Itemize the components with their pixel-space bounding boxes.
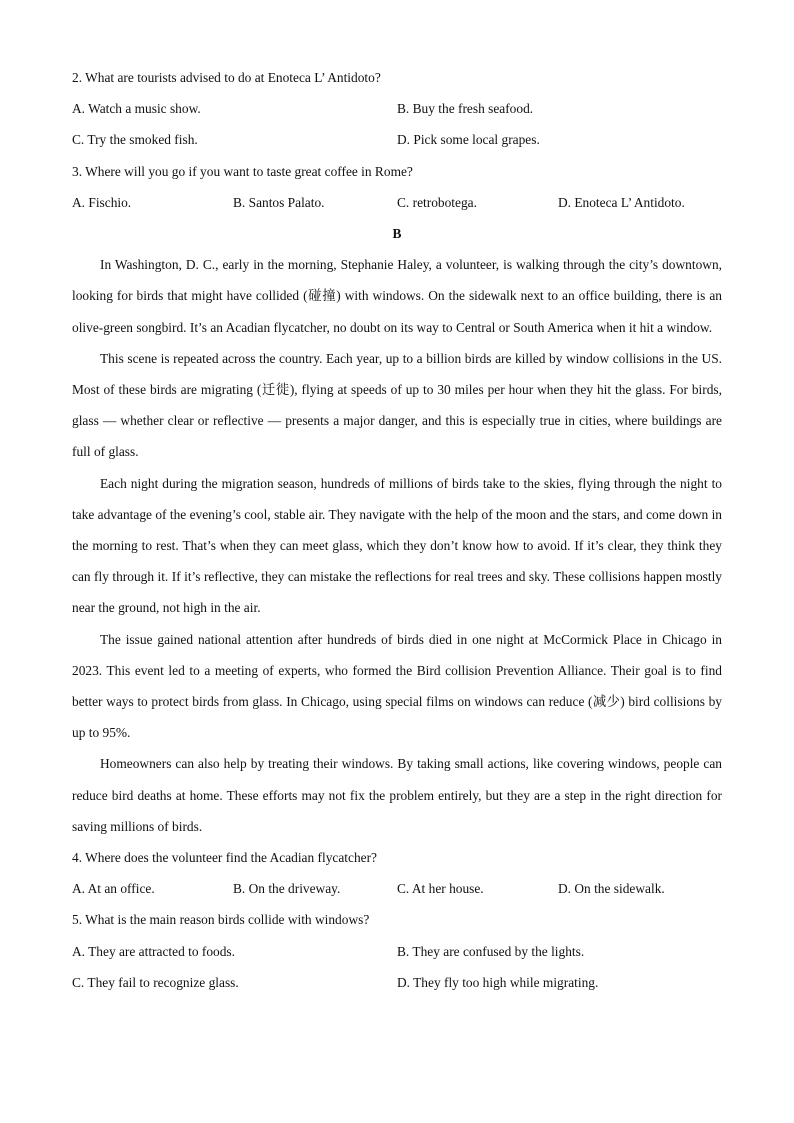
question-4-options [72,873,722,904]
option-3d: D. Enoteca L’ Antidoto. [558,194,685,210]
option-5c: C. They fail to recognize glass. [72,974,239,990]
passage-paragraph-1: In Washington, D. C., early in the morning, Stephanie Haley, a volunteer, is walking through the city’s downtown, looking for birds that might have collided (碰撞) with windows. On the sidewalk next to an office building, there is an olive-green songbird. It’s an Acadian flycatcher, no doubt on its way to Central or South America when it hit a window. [72,257,722,335]
option-2a: A. Watch a music show. [72,101,201,117]
option-5a: A. They are attracted to foods. [72,943,235,959]
option-3b: B. Santos Palato. [233,194,325,210]
section-label: B [392,225,402,241]
question-3-stem: 3. Where will you go if you want to taste great coffee in Rome? [72,163,413,179]
passage-paragraph-4: The issue gained national attention after hundreds of birds died in one night at McCormick Place in Chicago in 2023. This event led to a meeting of experts, who formed the Bird collision Prevention Alliance. Their goal is to find better ways to protect birds from glass. In Chicago, using special films on windows can reduce (减少) bird collisions by up to 95%. [72,631,722,741]
question-3-options [72,187,722,218]
question-5-options-row-1 [72,936,722,967]
question-4-stem: 4. Where does the volunteer find the Acadian flycatcher? [72,849,378,865]
option-4a: A. At an office. [72,881,155,897]
option-5b: B. They are confused by the lights. [397,943,585,959]
question-5-stem: 5. What is the main reason birds collide with windows? [72,912,370,928]
option-2b: B. Buy the fresh seafood. [397,101,534,117]
option-2c: C. Try the smoked fish. [72,132,198,148]
passage-paragraph-3: Each night during the migration season, hundreds of millions of birds take to the skies, flying through the night to take advantage of the evening’s cool, stable air. They navigate with the help of the moon and the stars, and come down in the morning to rest. That’s when they can meet glass, which they don’t know how to avoid. If it’s clear, they think they can fly through it. If it’s reflective, they can mistake the reflections for real trees and sky. These collisions happen mostly near the ground, not high in the air. [72,475,722,616]
option-4d: D. On the sidewalk. [558,881,665,897]
question-5-options-row-2 [72,967,722,998]
passage-paragraph-5: Homeowners can also help by treating their windows. By taking small actions, like covering windows, people can reduce bird deaths at home. These efforts may not fix the problem entirely, but they are a step in the right direction for saving millions of birds. [72,756,722,834]
option-3c: C. retrobotega. [397,194,477,210]
passage-paragraph-2: This scene is repeated across the country. Each year, up to a billion birds are killed by window collisions in the US. Most of these birds are migrating (迁徙), flying at speeds of up to 30 miles per hour when they hit the glass. For birds, glass — whether clear or reflective — presents a major danger, and this is especially true in cities, where buildings are full of glass. [72,350,722,460]
option-4b: B. On the driveway. [233,881,341,897]
document-page [72,62,722,998]
option-2d: D. Pick some local grapes. [397,132,540,148]
option-5d: D. They fly too high while migrating. [397,974,599,990]
option-4c: C. At her house. [397,881,484,897]
question-2-stem: 2. What are tourists advised to do at Enoteca L’ Antidoto? [72,70,381,85]
question-2-options-row-1 [72,93,722,124]
question-2-options-row-2 [72,124,722,155]
option-3a: A. Fischio. [72,194,132,210]
